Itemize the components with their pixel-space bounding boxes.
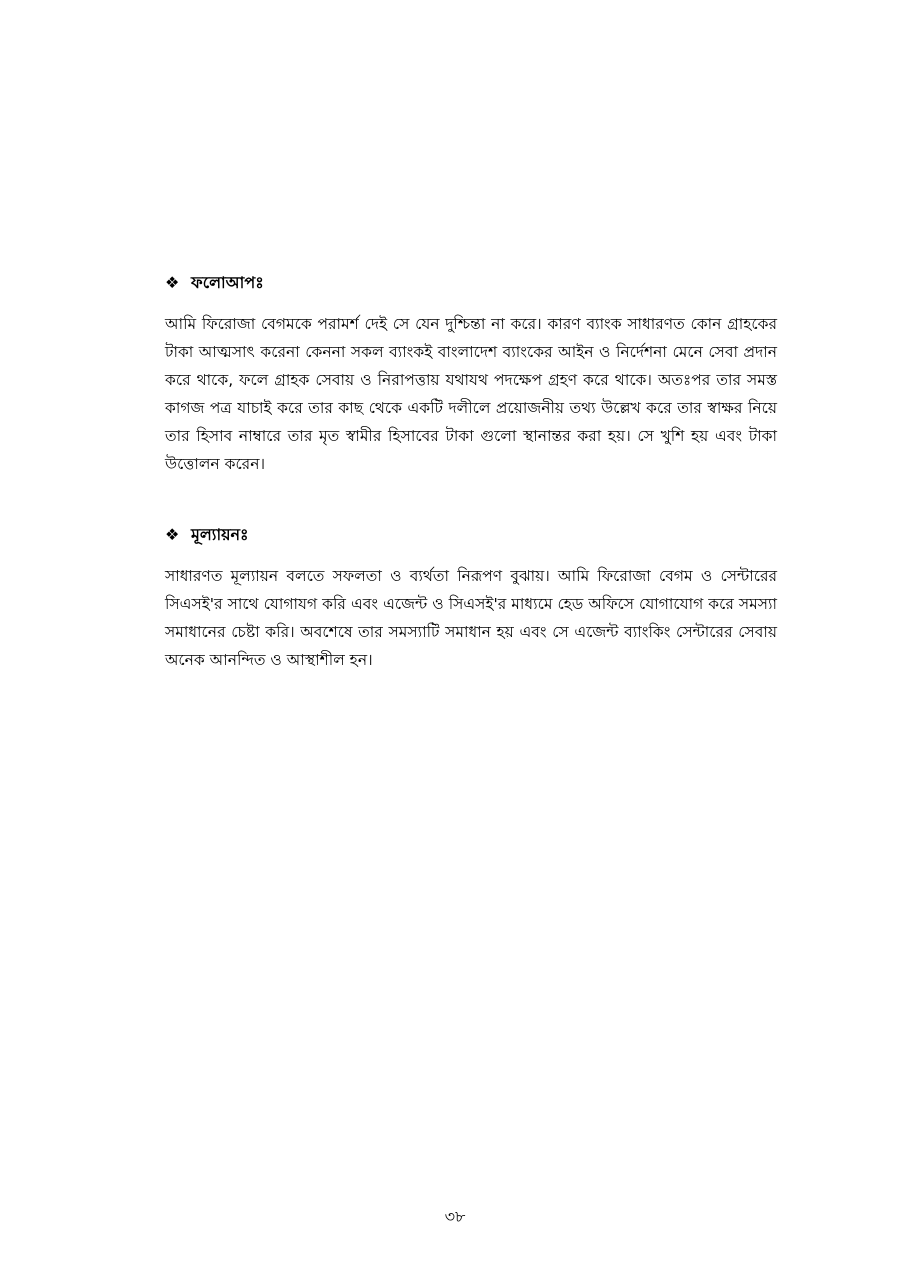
diamond-bullet-icon: ❖ xyxy=(165,273,180,292)
followup-section xyxy=(165,268,777,478)
followup-title: ফলোআপঃ xyxy=(191,273,264,292)
followup-paragraph: আমি ফিরোজা বেগমকে পরামর্শ দেই সে যেন দুশ্চিন্তা না করে। কারণ ব্যাংক সাধারণত কোন গ্রাহকের টাকা আত্মসাৎ করেনা কেননা সকল ব্যাংকই বাংলাদেশ ব্যাংকের আইন ও নির্দেশনা মেনে সেবা প্রদান করে থাকে, ফলে গ্রাহক সেবায় ও নিরাপত্তায় যথাযথ পদক্ষেপ গ্রহণ করে থাকে। অতঃপর তার সমস্ত কাগজ পত্র যাচাই করে তার কাছ থেকে একটি দলীলে প্রয়োজনীয় তথ্য উল্লেখ করে তার স্বাক্ষর নিয়ে তার হিসাব নাম্বারে তার মৃত স্বামীর হিসাবের টাকা গুলো স্থানান্তর করা হয়। সে খুশি হয় এবং টাকা উত্তোলন করেন। xyxy=(165,315,777,473)
evaluation-heading xyxy=(165,520,777,550)
diamond-bullet-icon: ❖ xyxy=(165,525,180,544)
evaluation-title: মূল্যায়নঃ xyxy=(191,525,249,544)
evaluation-paragraph: সাধারণত মূল্যায়ন বলতে সফলতা ও ব্যর্থতা নিরূপণ বুঝায়। আমি ফিরোজা বেগম ও সেন্টারের সিএসই'র সাথে যোগাযগ করি এবং এজেন্ট ও সিএসই'র মাধ্যমে হেড অফিসে যোগাযোগ করে সমস্যা সমাধানের চেষ্টা করি। অবশেষে তার সমস্যাটি সমাধান হয় এবং সে এজেন্ট ব্যাংকিং সেন্টারের সেবায় অনেক আনন্দিত ও আস্থাশীল হন। xyxy=(165,567,777,669)
followup-heading xyxy=(165,268,777,298)
evaluation-section xyxy=(165,520,777,674)
page-number: ৩৮ xyxy=(444,1207,466,1226)
